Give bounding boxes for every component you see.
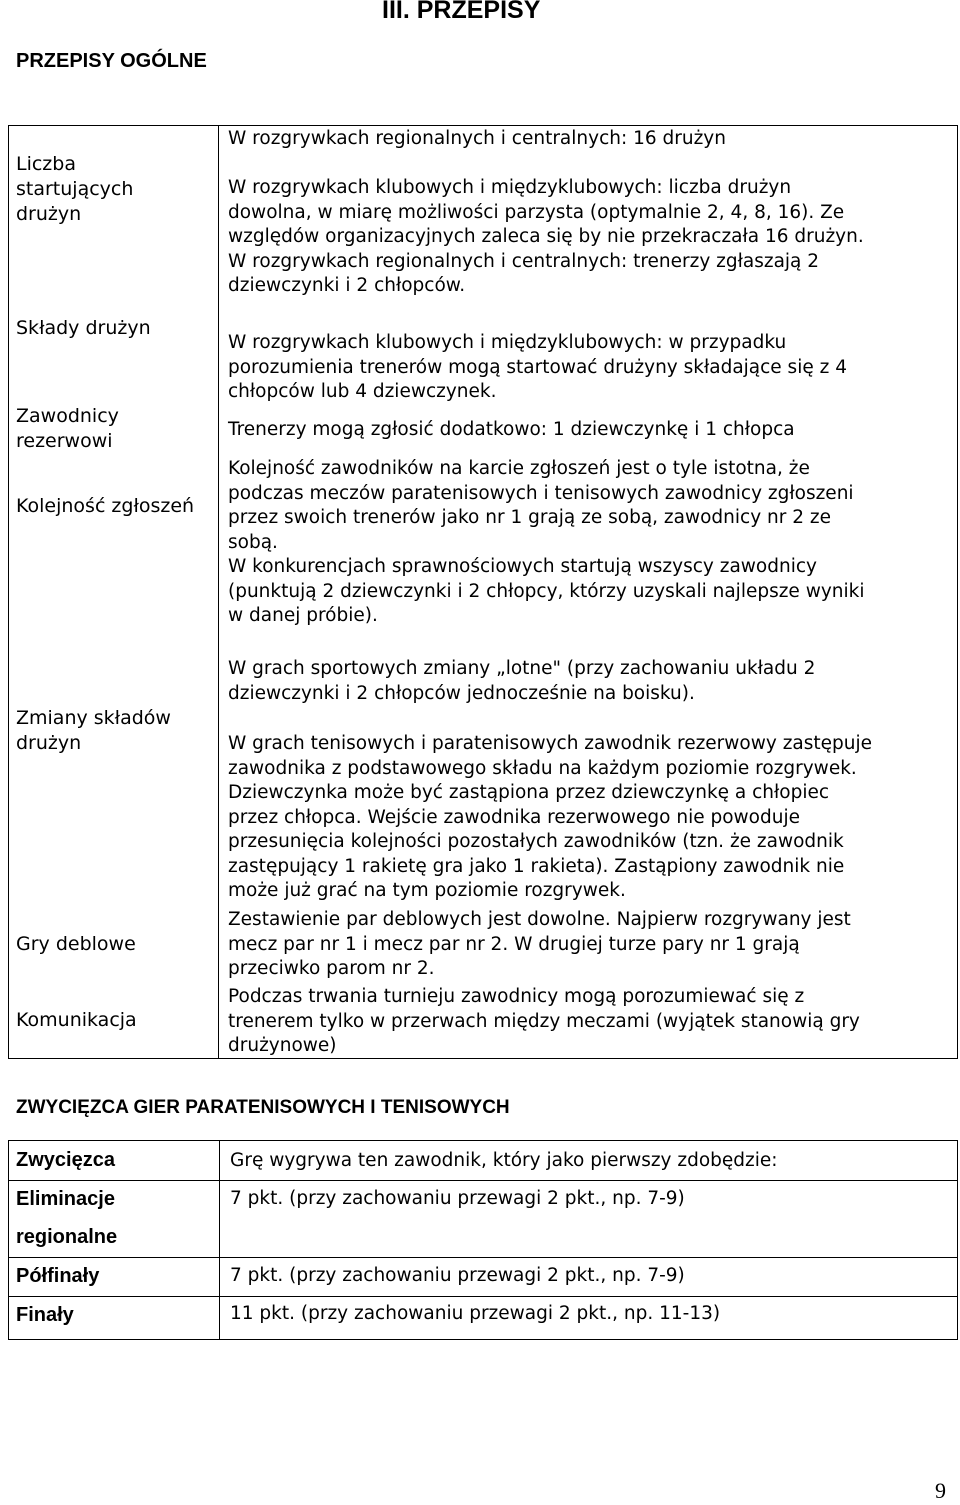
label-team-count: Liczba startujących drużyn (16, 153, 134, 225)
winner-row-value: Grę wygrywa ten zawodnik, który jako pierwszy zdobędzie: (230, 1150, 778, 1171)
rule-entry-order: Kolejność zawodników na karcie zgłoszeń jest o tyle istotna, że podczas meczów paratenisowych i tenisowych zawodnicy zgłoszeni przez swoich trenerów jako nr 1 grają ze sobą, zawodnicy nr 2 ze sobą. W konkurencjach sprawnościowych startują wszyscy zawodnicy (punktują 2 dziewczynki i 2 chłopcy, którzy uzyskali najlepsze wyniki w danej próbie). (228, 458, 865, 626)
winner-row-label: Finały (16, 1304, 74, 1326)
winner-table-row-line (8, 1180, 958, 1181)
winner-row-value: 7 pkt. (przy zachowaniu przewagi 2 pkt., np. 7-9) (230, 1265, 685, 1286)
label-doubles: Gry deblowe (16, 933, 136, 955)
winner-table-row-line (8, 1296, 958, 1297)
rule-doubles: Zestawienie par deblowych jest dowolne. Najpierw rozgrywany jest mecz par nr 1 i mecz par nr 2. W drugiej turze pary nr 1 grają przeciwko parom nr 2. (228, 909, 851, 979)
rule-club-squads: W rozgrywkach klubowych i międzyklubowych: w przypadku porozumienia trenerów mogą startować drużyny składające się z 4 chłopców lub 4 dziewczynek. (228, 332, 847, 402)
label-lineup-changes: Zmiany składów drużyn (16, 707, 171, 754)
label-reserve-players: Zawodnicy rezerwowi (16, 405, 119, 452)
winner-row-value: 11 pkt. (przy zachowaniu przewagi 2 pkt., np. 11-13) (230, 1303, 721, 1324)
label-team-squads: Składy drużyn (16, 317, 151, 339)
rule-communication: Podczas trwania turnieju zawodnicy mogą porozumiewać się z trenerem tylko w przerwach między meczami (wyjątek stanowią gry drużynowe) (228, 986, 860, 1056)
rule-tennis-changes: W grach tenisowych i paratenisowych zawodnik rezerwowy zastępuje zawodnika z podstawowego składu na każdym poziomie rozgrywek. Dziewczynka może być zastąpiona przez dziewczynkę a chłopiec przez chłopca. Wejście zawodnika rezerwowego nie powoduje przesunięcia kolejności pozostałych zawodników (tzn. że zawodnik zastępujący 1 rakietę gra jako 1 rakieta). Zastąpiony zawodnik nie może już grać na tym poziomie rozgrywek. (228, 733, 873, 901)
label-communication: Komunikacja (16, 1009, 137, 1031)
section-title-winner: ZWYCIĘZCA GIER PARATENISOWYCH I TENISOWYCH (16, 1097, 510, 1118)
winner-row-label: Eliminacje regionalne (16, 1188, 118, 1248)
document-title: III. PRZEPISY (382, 0, 541, 24)
winner-row-label: Półfinały (16, 1265, 100, 1287)
winner-table-row-line (8, 1257, 958, 1258)
rule-team-count: W rozgrywkach regionalnych i centralnych: 16 drużyn (228, 128, 726, 149)
winner-table-divider (219, 1140, 220, 1340)
rules-table-divider (218, 125, 219, 1059)
rule-reserves: Trenerzy mogą zgłosić dodatkowo: 1 dziewczynkę i 1 chłopca (228, 419, 795, 440)
label-entry-order: Kolejność zgłoszeń (16, 495, 195, 517)
section-title-general: PRZEPISY OGÓLNE (16, 50, 207, 72)
rule-club-team-count: W rozgrywkach klubowych i międzyklubowych: liczba drużyn dowolna, w miarę możliwości parzysta (optymalnie 2, 4, 8, 16). Ze względów organizacyjnych zaleca się by nie przekraczała 16 drużyn. W rozgrywkach regionalnych i centralnych: trenerzy zgłaszają 2 dziewczynki i 2 chłopców. (228, 177, 864, 296)
page-number: 9 (935, 1478, 946, 1503)
winner-row-value: 7 pkt. (przy zachowaniu przewagi 2 pkt., np. 7-9) (230, 1188, 685, 1209)
winner-row-label: Zwycięzca (16, 1149, 115, 1171)
rule-sport-changes: W grach sportowych zmiany „lotne" (przy zachowaniu układu 2 dziewczynki i 2 chłopców jednocześnie na boisku). (228, 658, 816, 704)
